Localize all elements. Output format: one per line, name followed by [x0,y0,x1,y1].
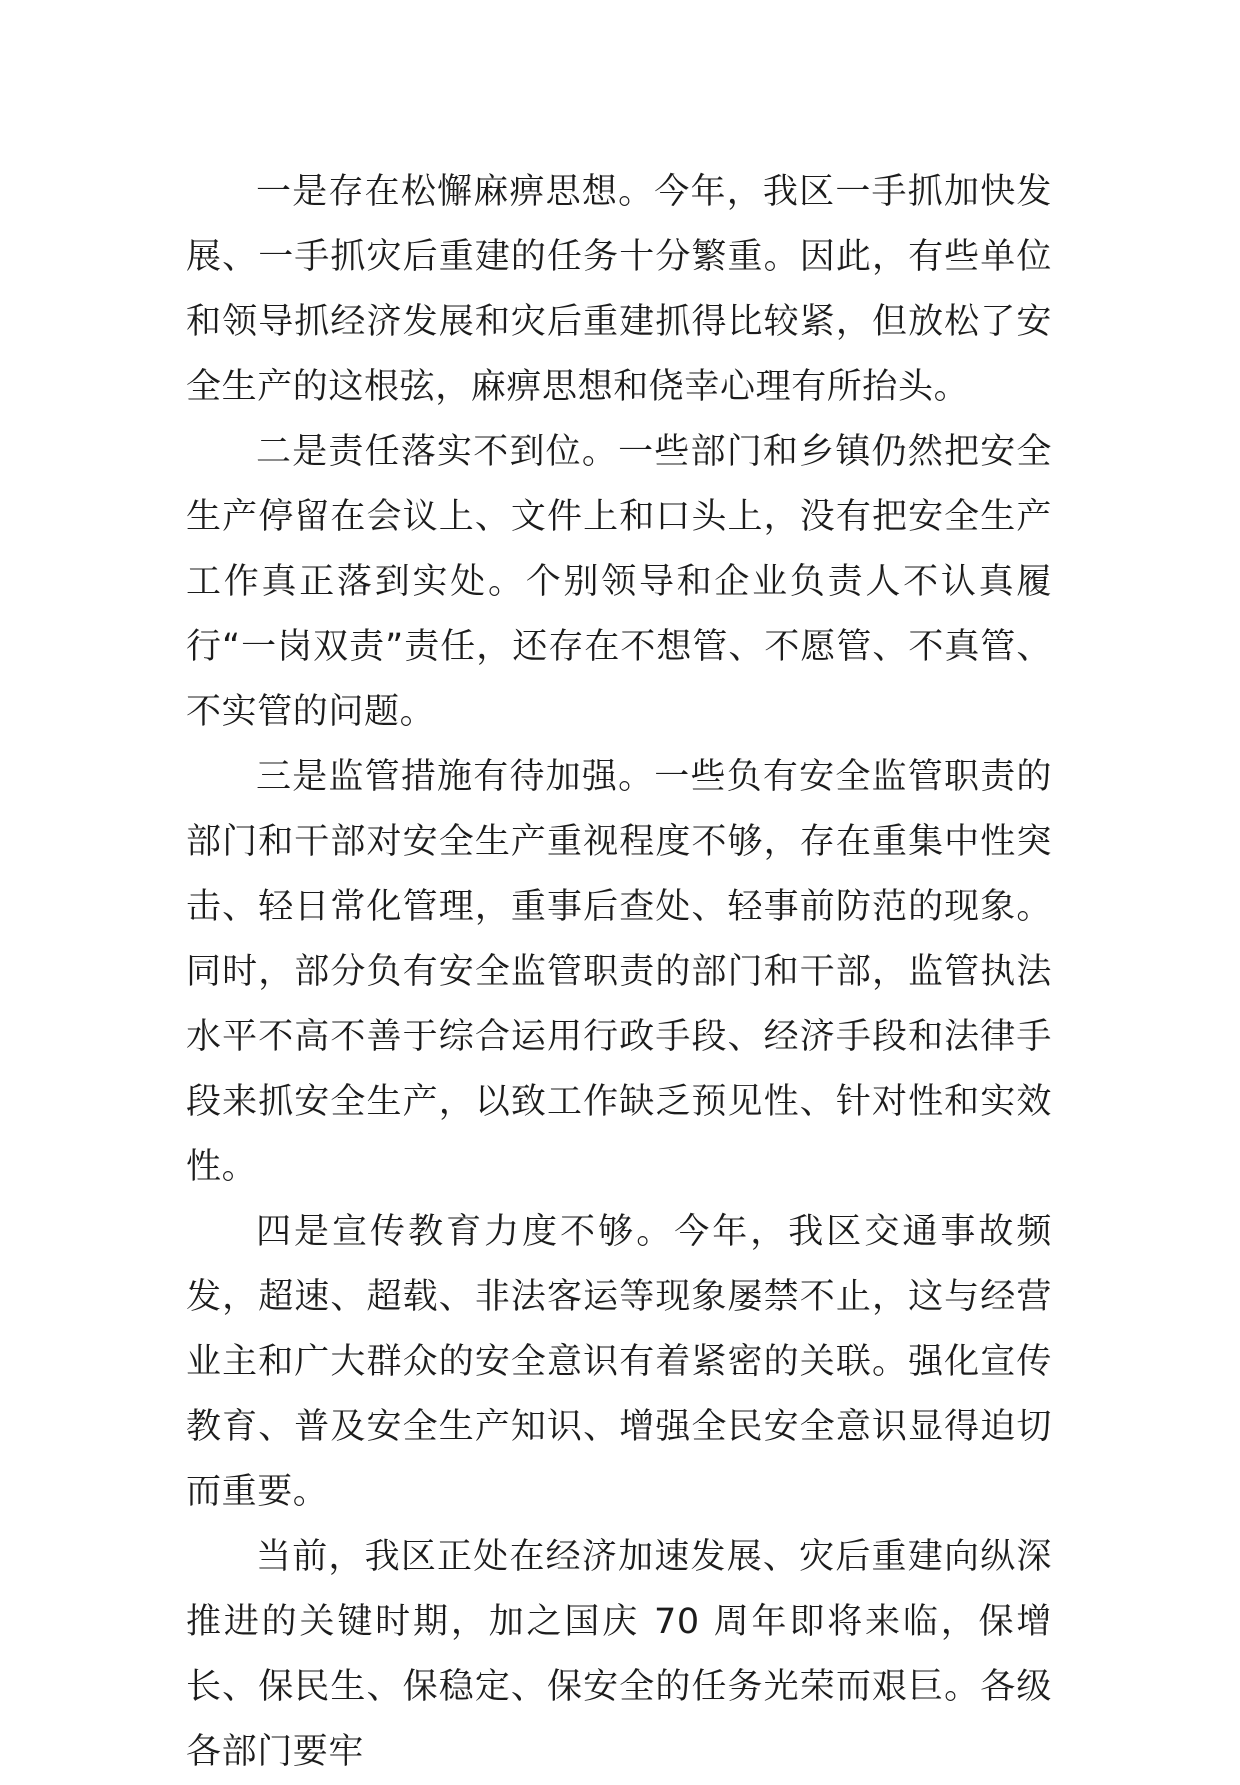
paragraph-5: 当前，我区正处在经济加速发展、灾后重建向纵深推进的关键时期，加之国庆 70 周年即将来临，保增长、保民生、保稳定、保安全的任务光荣而艰巨。各级各部门要牢 [186,1537,1052,1772]
paragraph-3: 三是监管措施有待加强。一些负有安全监管职责的部门和干部对安全生产重视程度不够，存在重集中性突击、轻日常化管理，重事后查处、轻事前防范的现象。同时，部分负有安全监管职责的部门和干部，监管执法水平不高不善于综合运用行政手段、经济手段和法律手段来抓安全生产，以致工作缺乏预见性、针对性和实效性。 [186,757,1052,1187]
paragraph-2: 二是责任落实不到位。一些部门和乡镇仍然把安全生产停留在会议上、文件上和口头上，没有把安全生产工作真正落到实处。个别领导和企业负责人不认真履行“一岗双责”责任，还存在不想管、不愿管、不真管、不实管的问题。 [186,432,1052,732]
paragraph-4: 四是宣传教育力度不够。今年，我区交通事故频发，超速、超载、非法客运等现象屡禁不止，这与经营业主和广大群众的安全意识有着紧密的关联。强化宣传教育、普及安全生产知识、增强全民安全意识显得迫切而重要。 [186,1212,1052,1512]
document-body [186,160,1052,1785]
paragraph-1: 一是存在松懈麻痹思想。今年，我区一手抓加快发展、一手抓灾后重建的任务十分繁重。因此，有些单位和领导抓经济发展和灾后重建抓得比较紧，但放松了安全生产的这根弦，麻痹思想和侥幸心理有所抬头。 [186,172,1052,407]
